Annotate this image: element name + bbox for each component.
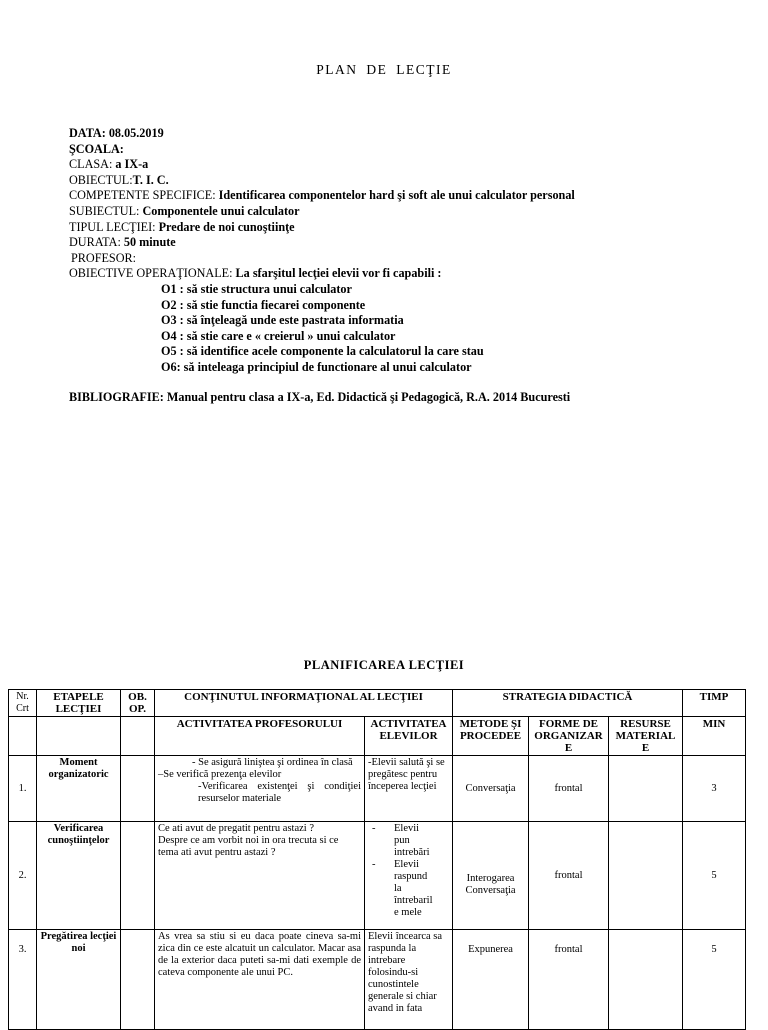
- competences-label: COMPETENTE SPECIFICE:: [69, 188, 216, 203]
- subheader-methods: METODE ŞI PROCEDEE: [453, 717, 529, 756]
- subject-area-label: OBIECTUL:: [69, 172, 133, 187]
- row-teacher-activity: [155, 756, 365, 822]
- header-time: TIMP: [683, 690, 746, 717]
- header-strategy: STRATEGIA DIDACTICĂ: [453, 690, 683, 717]
- lesson-type-row: [69, 220, 759, 236]
- date-label: DATA:: [69, 126, 106, 140]
- topic-row: [69, 204, 759, 220]
- subject-area-row: [69, 173, 759, 189]
- subheader-empty: [9, 717, 37, 756]
- date-row: [69, 126, 759, 142]
- row-resources: [609, 930, 683, 1030]
- teacher-line: - Se asigură liniştea şi ordinea în clasă: [192, 757, 353, 768]
- lesson-plan-table: [8, 689, 746, 1030]
- subheader-forms: FORME DE ORGANIZAR E: [529, 717, 609, 756]
- school-row: [69, 142, 759, 158]
- table-row: [9, 756, 746, 822]
- row-methods: Conversaţia: [453, 756, 529, 822]
- subheader-empty: [121, 717, 155, 756]
- row-stage: Verificarea cunoştiinţelor: [37, 822, 121, 930]
- row-student-activity: Elevii încearca sa raspunda la intrebare folosindu-si cunostintele generale si chiar avand in fata: [365, 930, 453, 1030]
- row-resources: [609, 756, 683, 822]
- row-ob: [121, 822, 155, 930]
- bibliography-label: BIBLIOGRAFIE:: [69, 389, 164, 404]
- teacher-line: –Se verifică prezenţa elevilor: [158, 769, 282, 780]
- row-number: 2.: [9, 822, 37, 930]
- document-title: PLAN DE LECŢIE: [316, 62, 452, 77]
- row-student-activity: [365, 822, 453, 930]
- objectives-intro: La sfarşitul lecţiei elevii vor fi capabili :: [235, 266, 442, 281]
- subheader-resources: RESURSE MATERIAL E: [609, 717, 683, 756]
- bibliography-value: Manual pentru clasa a IX-a, Ed. Didactică şi Pedagogică, R.A. 2014 Bucuresti: [166, 389, 571, 404]
- teacher-label: PROFESOR:: [71, 250, 137, 265]
- teacher-row: [69, 251, 759, 267]
- row-minutes: 5: [683, 822, 746, 930]
- subheader-teacher: ACTIVITATEA PROFESORULUI: [155, 717, 365, 756]
- row-forms: frontal: [529, 756, 609, 822]
- header-stages: ETAPELE LECŢIEI: [37, 690, 121, 717]
- row-student-activity: -Elevii salută şi se pregătesc pentru începerea lecţiei: [365, 756, 453, 822]
- row-number: 1.: [9, 756, 37, 822]
- competences-value: Identificarea componentelor hard şi soft ale unui calculator personal: [218, 188, 575, 203]
- row-ob: [121, 930, 155, 1030]
- row-teacher-activity: [155, 930, 365, 1030]
- row-minutes: 3: [683, 756, 746, 822]
- objectives-row: [69, 266, 759, 282]
- topic-value: Componentele unui calculator: [142, 203, 300, 218]
- subheader-min: MIN: [683, 717, 746, 756]
- teacher-line: As vrea sa stiu si eu daca poate cineva sa-mi zica din ce este alcatuit un calculator. Macar asa de la exterior daca puteti sa-mi dati exemple de cateva componente ale unui PC.: [158, 931, 361, 978]
- teacher-line: -Verificarea existenţei şi condiţiei resurselor materiale: [198, 781, 361, 804]
- header-content: CONŢINUTUL INFORMAŢIONAL AL LECŢIEI: [155, 690, 453, 717]
- objective-item: O4 : să stie care e « creierul » unui calculator: [161, 328, 396, 343]
- header-ob: OB. OP.: [121, 690, 155, 717]
- row-stage: Pregătirea lecţiei noi: [37, 930, 121, 1030]
- objectives-label: OBIECTIVE OPERAŢIONALE:: [69, 266, 233, 281]
- date-value: 08.05.2019: [108, 126, 164, 140]
- header-nr: Nr. Crt: [9, 690, 37, 717]
- student-line: - Elevii pun intrebări: [368, 823, 449, 859]
- row-teacher-activity: [155, 822, 365, 930]
- student-line: - Elevii raspund la întrebaril e mele: [368, 859, 449, 919]
- objective-item: O3 : să înţeleagă unde este pastrata informatia: [161, 313, 404, 328]
- table-row: [9, 930, 746, 1030]
- row-number: 3.: [9, 930, 37, 1030]
- objective-item: O1 : să stie structura unui calculator: [161, 281, 352, 296]
- row-forms: frontal: [529, 822, 609, 930]
- topic-label: SUBIECTUL:: [69, 203, 140, 218]
- row-methods: Expunerea: [453, 930, 529, 1030]
- row-resources: [609, 822, 683, 930]
- subheader-students: ACTIVITATEA ELEVILOR: [365, 717, 453, 756]
- duration-value: 50 minute: [123, 235, 176, 250]
- lesson-plan-title: PLANIFICAREA LECŢIEI: [303, 658, 465, 672]
- lesson-type-label: TIPUL LECŢIEI:: [69, 219, 156, 234]
- lesson-metadata: [69, 126, 759, 405]
- subject-area-value: T. I. C.: [132, 172, 169, 187]
- objective-item: O6: să inteleaga principiul de functionare al unui calculator: [161, 359, 472, 374]
- class-value: a IX-a: [115, 157, 149, 172]
- class-row: [69, 157, 759, 173]
- table-header-row: [9, 690, 746, 717]
- school-label: ŞCOALA:: [69, 141, 124, 156]
- objective-item: O2 : să stie functia fiecarei componente: [161, 297, 366, 312]
- row-forms: frontal: [529, 930, 609, 1030]
- row-ob: [121, 756, 155, 822]
- subheader-empty: [37, 717, 121, 756]
- lesson-type-value: Predare de noi cunoştiinţe: [158, 219, 295, 234]
- duration-label: DURATA:: [69, 235, 121, 250]
- teacher-line: Despre ce am vorbit noi in ora trecuta si ce tema ati avut pentru astazi ?: [158, 835, 339, 858]
- row-minutes: 5: [683, 930, 746, 1030]
- competences-row: [69, 188, 759, 204]
- bibliography-row: [69, 390, 759, 406]
- row-stage: Moment organizatoric: [37, 756, 121, 822]
- duration-row: [69, 235, 759, 251]
- objective-item: O5 : să identifice acele componente la calculatorul la care stau: [161, 344, 484, 359]
- class-label: CLASA:: [69, 157, 113, 172]
- table-row: [9, 822, 746, 930]
- table-subheader-row: [9, 717, 746, 756]
- teacher-line: Ce ati avut de pregatit pentru astazi ?: [158, 823, 314, 834]
- row-methods: Interogarea Conversaţia: [453, 822, 529, 930]
